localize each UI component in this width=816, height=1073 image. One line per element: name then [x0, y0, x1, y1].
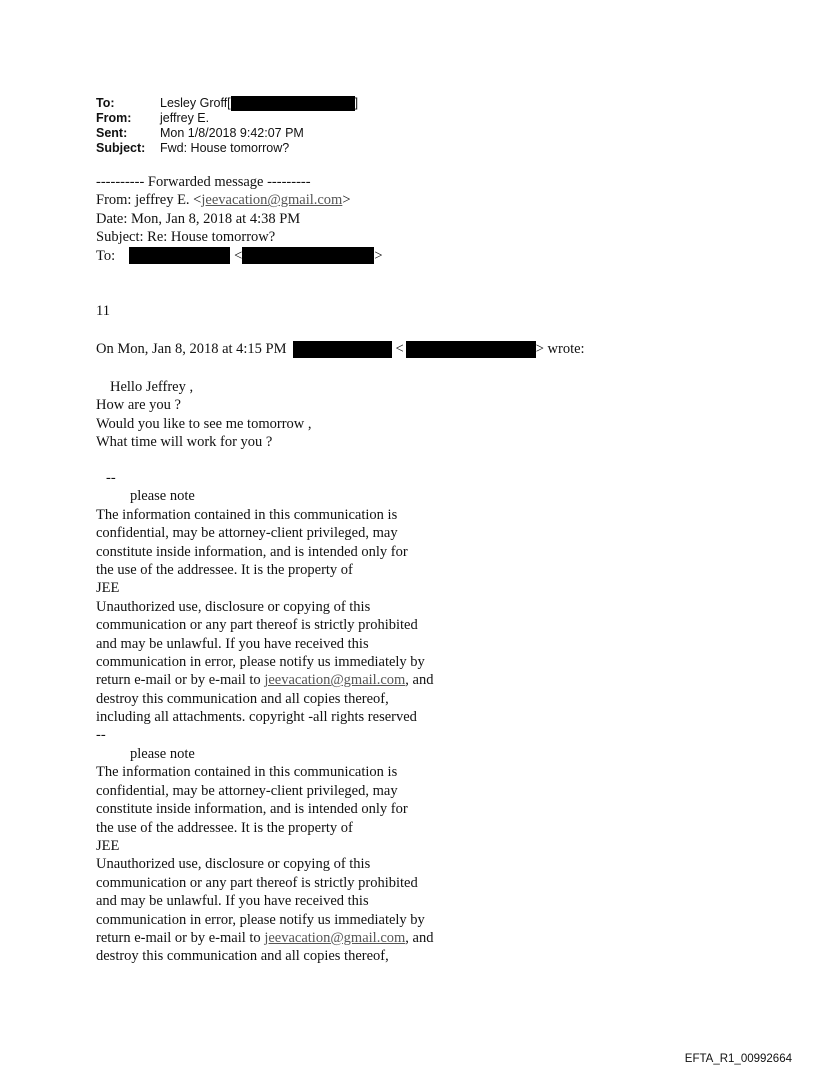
header-to-value: Lesley Groff[ [160, 96, 231, 110]
header-from-value: jeffrey E. [160, 111, 210, 125]
disclaimer-line: the use of the addressee. It is the property of [96, 819, 353, 836]
disclaimer-line: The information contained in this communication is [96, 506, 398, 523]
quote-intro: On Mon, Jan 8, 2018 at 4:15 PM < > wrote: [96, 341, 585, 357]
redaction-box [231, 96, 355, 111]
message-line: Hello Jeffrey , [110, 379, 194, 395]
document-id: EFTA_R1_00992664 [684, 1053, 792, 1065]
disclaimer-note: please note [130, 746, 195, 762]
forwarded-from: From: jeffrey E. < jeevacation@gmail.com > [96, 192, 351, 209]
signature-dash: -- [96, 727, 106, 744]
disclaimer-line: communication in error, please notify us immediately by [96, 653, 425, 670]
disclaimer-line: destroy this communication and all copies thereof, [96, 690, 389, 707]
header-sent-row [96, 126, 358, 141]
disclaimer-line: confidential, may be attorney-client privileged, may [96, 525, 398, 542]
header-to-row [96, 96, 358, 111]
forwarded-date: Date: Mon, Jan 8, 2018 at 4:38 PM [96, 210, 301, 227]
disclaimer-email-line: return e-mail or by e-mail to jeevacation@gmail.com , and [96, 929, 434, 946]
message-line: What time will work for you ? [96, 434, 273, 451]
header-sent-label: Sent: [96, 126, 128, 140]
message-line: Would you like to see me tomorrow , [96, 415, 312, 432]
quote-intro-suffix: > wrote: [535, 341, 585, 357]
redaction-box [406, 341, 536, 358]
disclaimer-note: please note [130, 488, 195, 505]
email-link[interactable]: jeevacation@gmail.com [264, 672, 406, 689]
header-from-label: From: [96, 111, 132, 125]
disclaimer-line: confidential, may be attorney-client privileged, may [96, 782, 398, 799]
disclaimer-line: JEE [96, 580, 120, 597]
header-to-label: To: [96, 96, 115, 110]
header-subject-value: Fwd: House tomorrow? [160, 141, 290, 155]
redaction-box [129, 247, 230, 264]
forwarded-subject: Subject: Re: House tomorrow? [96, 229, 276, 246]
disclaimer-line: communication or any part thereof is strictly prohibited [96, 874, 418, 891]
header-sent-value: Mon 1/8/2018 9:42:07 PM [160, 126, 304, 140]
message-line: How are you ? [96, 397, 181, 414]
signature-dash: -- [106, 470, 116, 486]
disclaimer-line: and may be unlawful. If you have received this [96, 893, 369, 910]
email-header [96, 96, 358, 156]
forwarded-divider: ---------- Forwarded message --------- [96, 174, 311, 190]
disclaimer-line: Unauthorized use, disclosure or copying of this [96, 598, 371, 615]
disclaimer-line: JEE [96, 837, 120, 854]
disclaimer-block [96, 745, 433, 966]
disclaimer-email-line: return e-mail or by e-mail to jeevacation@gmail.com , and [96, 672, 434, 689]
forwarded-block [96, 173, 383, 265]
email-link[interactable]: jeevacation@gmail.com [264, 929, 406, 946]
reply-text: 11 [96, 303, 110, 319]
disclaimer-line: Unauthorized use, disclosure or copying of this [96, 856, 371, 873]
header-subject-row [96, 141, 358, 156]
header-to-close: ] [354, 96, 359, 110]
header-subject-label: Subject: [96, 141, 146, 155]
disclaimer-line: including all attachments. copyright -all rights reserved [96, 709, 417, 726]
disclaimer-line: constitute inside information, and is intended only for [96, 801, 408, 818]
email-link[interactable]: jeevacation@gmail.com [201, 192, 343, 209]
disclaimer-line: the use of the addressee. It is the property of [96, 561, 353, 578]
redaction-box [242, 247, 374, 264]
quote-intro-prefix: On Mon, Jan 8, 2018 at 4:15 PM [96, 341, 287, 357]
disclaimer-block [96, 469, 433, 745]
disclaimer-line: The information contained in this communication is [96, 764, 398, 781]
disclaimer-line: communication or any part thereof is strictly prohibited [96, 617, 418, 634]
reply-body [96, 302, 110, 320]
redaction-box [293, 341, 392, 358]
disclaimer-line: and may be unlawful. If you have received this [96, 635, 369, 652]
header-from-row [96, 111, 358, 126]
disclaimer-line: communication in error, please notify us immediately by [96, 911, 425, 928]
forwarded-to: To: < > [96, 247, 383, 264]
quoted-message [96, 378, 312, 452]
disclaimer-line: destroy this communication and all copies thereof, [96, 948, 389, 965]
disclaimer-line: constitute inside information, and is intended only for [96, 543, 408, 560]
